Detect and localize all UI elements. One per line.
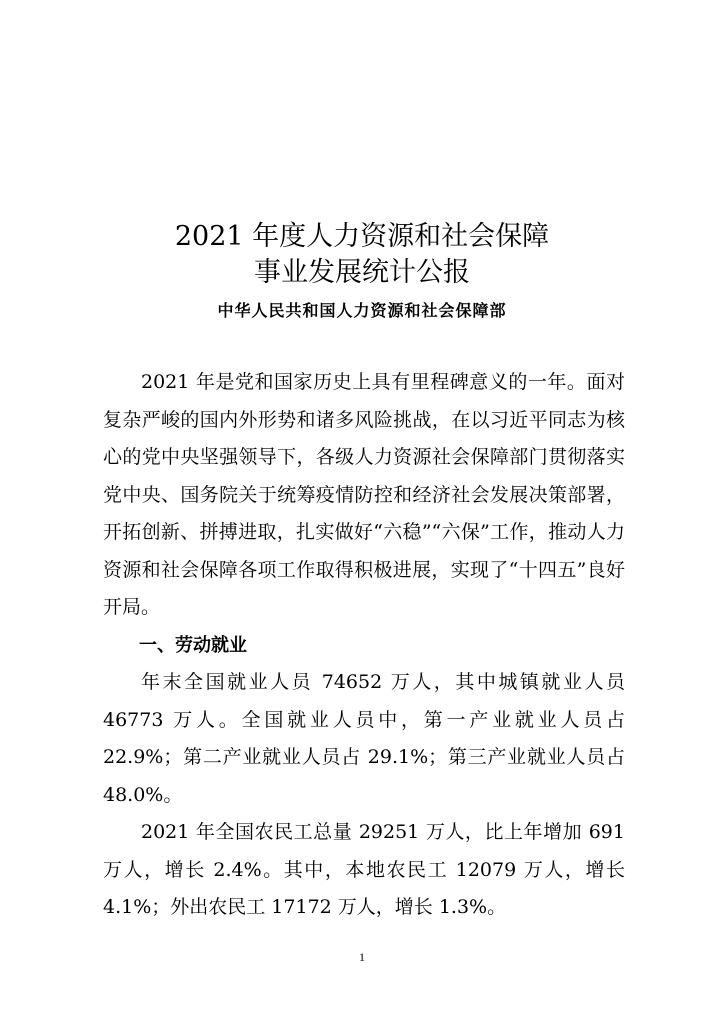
intro-paragraph: 2021 年是党和国家历史上具有里程碑意义的一年。面对复杂严峻的国内外形势和诸多风险挑战，在以习近平同志为核心的党中央坚强领导下，各级人力资源社会保障部门贯彻落实党中央、国务院关于统筹疫情防控和经济社会发展决策部署，开拓创新、拼搏进取，扎实做好“六稳”“六保”工作，推动人力资源和社会保障各项工作取得积极进展，实现了“十四五”良好开局。 xyxy=(103,371,625,618)
page-number: 1 xyxy=(359,950,365,964)
employment-paragraph: 年末全国就业人员 74652 万人，其中城镇就业人员 46773 万人。全国就业人员中，第一产业就业人员占 22.9%；第二产业就业人员占 29.1%；第三产业就业人员占 48.0%。 xyxy=(103,671,625,806)
document-title-line-2: 事业发展统计公报 xyxy=(254,257,470,288)
migrant-workers-paragraph: 2021 年全国农民工总量 29251 万人，比上年增加 691 万人，增长 2.4%。其中，本地农民工 12079 万人，增长 4.1%；外出农民工 17172 万人，增长 1.3%。 xyxy=(103,821,625,918)
document-title-line-1: 2021 年度人力资源和社会保障 xyxy=(174,221,550,252)
issuer-name: 中华人民共和国人力资源和社会保障部 xyxy=(217,301,507,320)
document-body xyxy=(103,364,625,927)
section-heading-labor-employment: 一、劳动就业 xyxy=(139,634,247,656)
